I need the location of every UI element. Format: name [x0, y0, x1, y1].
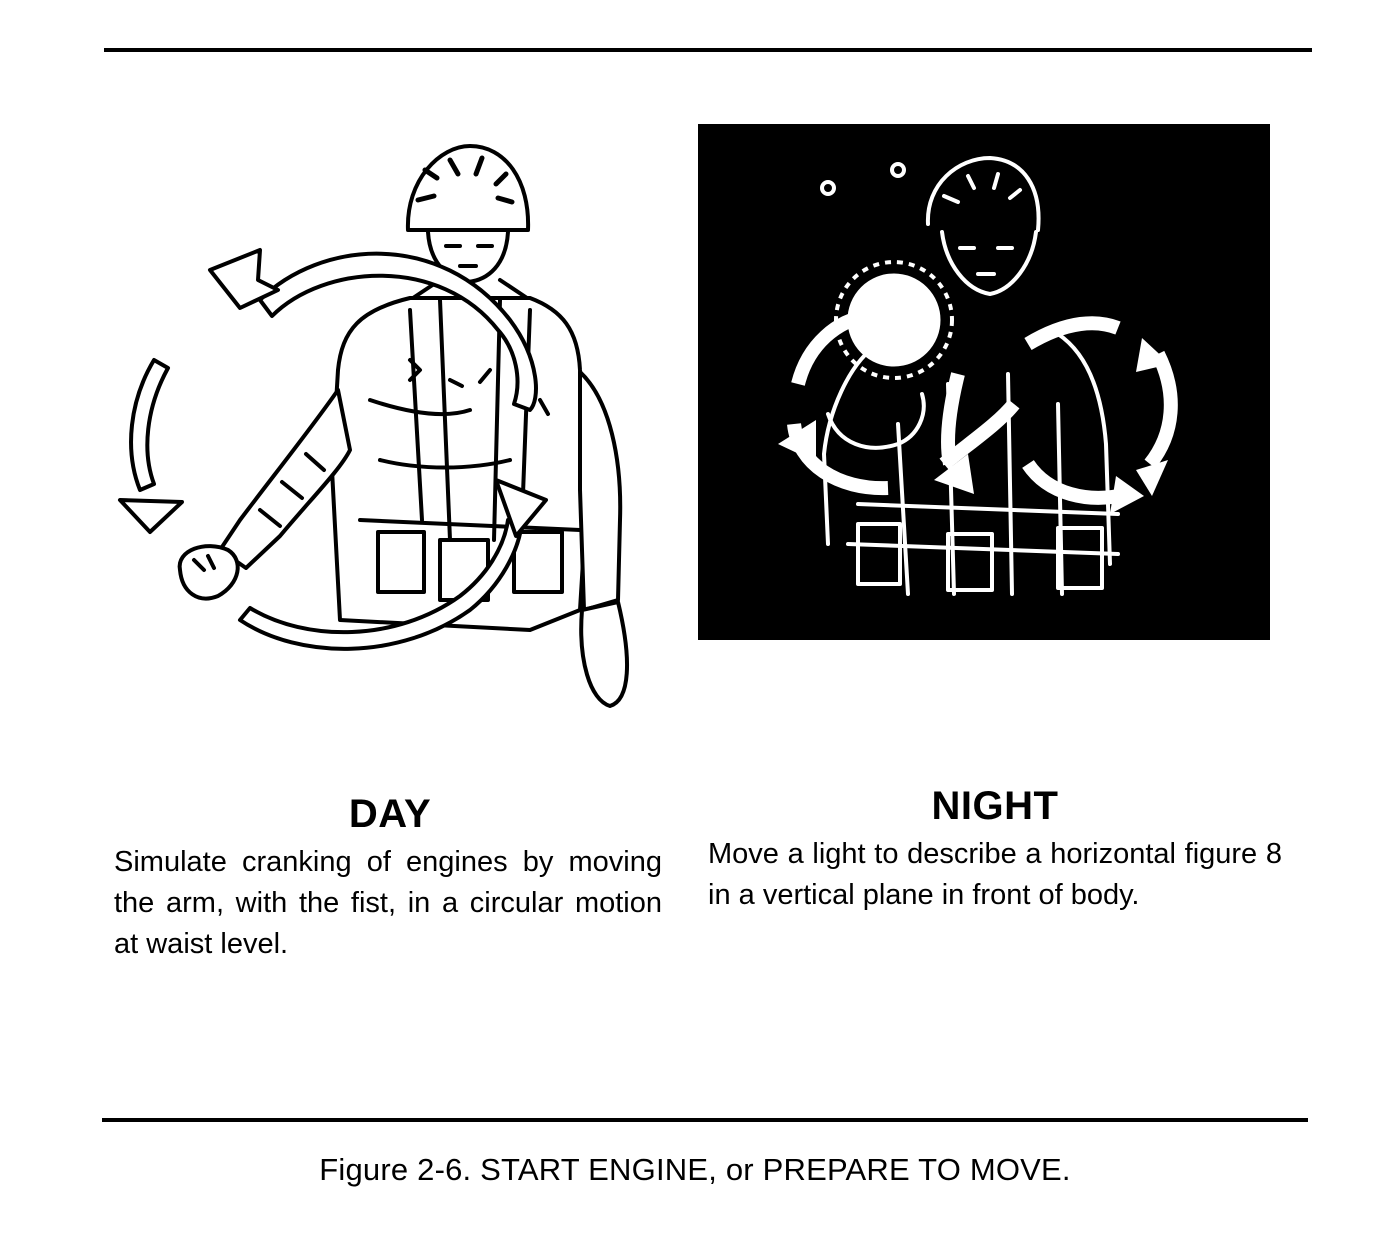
night-heading: NIGHT — [931, 784, 1059, 828]
bottom-rule — [102, 1118, 1308, 1122]
day-heading: DAY — [348, 792, 432, 836]
day-description: Simulate cranking of engines by moving the arm, with the fist, in a circular motion at waist level. — [114, 846, 662, 960]
figure-caption: Figure 2-6. START ENGINE, or PREPARE TO MOVE. — [319, 1152, 1071, 1187]
night-description: Move a light to describe a horizontal figure 8 in a vertical plane in front of body. — [708, 838, 1282, 911]
day-soldier-illustration — [110, 140, 650, 720]
night-soldier-illustration — [698, 124, 1270, 640]
top-rule — [104, 48, 1312, 52]
